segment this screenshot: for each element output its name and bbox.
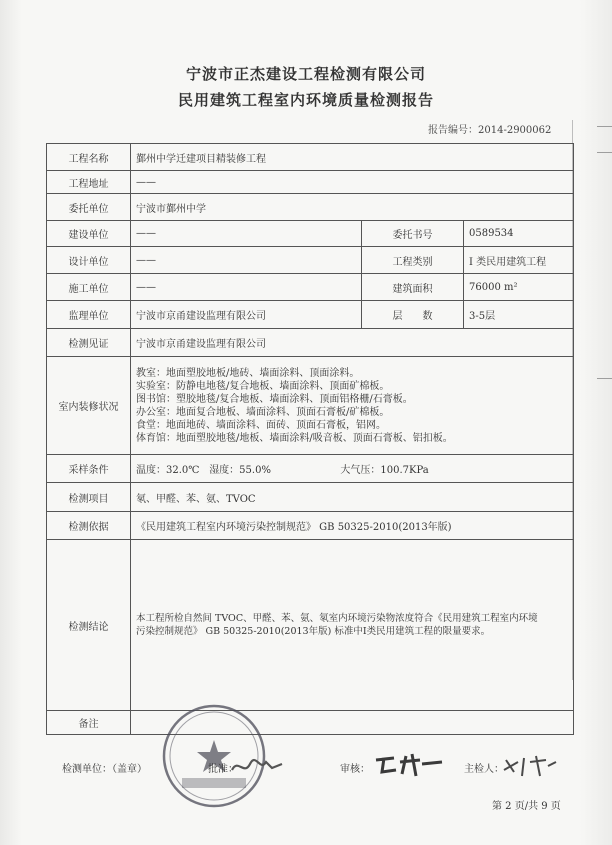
remarks-label: 备注 xyxy=(47,711,131,735)
reviewer-signature xyxy=(372,748,452,780)
table-row xyxy=(47,455,574,483)
table-row xyxy=(47,711,574,735)
designer-value: —— xyxy=(131,247,362,274)
builder-label: 建设单位 xyxy=(47,221,131,247)
approver-signature xyxy=(228,752,288,780)
decoration-value xyxy=(131,357,574,455)
commission-no-value: 0589534 xyxy=(464,221,574,247)
basis-label: 检测依据 xyxy=(47,512,131,540)
project-name-label: 工程名称 xyxy=(47,144,131,171)
edge-tick xyxy=(597,378,612,379)
items-label: 检测项目 xyxy=(47,483,131,512)
conclusion-label: 检测结论 xyxy=(47,540,131,711)
table-row xyxy=(47,483,574,512)
report-number: 报告编号：2014-2900062 xyxy=(428,125,552,136)
inspector-signature xyxy=(500,752,560,780)
table-row xyxy=(47,144,574,171)
witness-label: 检测见证 xyxy=(47,329,131,357)
table-row xyxy=(47,540,574,711)
decoration-label: 室内装修状况 xyxy=(47,357,131,455)
edge-tick xyxy=(597,126,612,127)
decoration-line: 图书馆：塑胶地毯/复合地板、墙面涂料、顶面铝格栅/石膏板。 xyxy=(136,393,413,405)
pressure: 大气压：100.7KPa xyxy=(340,465,429,476)
report-table xyxy=(46,143,574,735)
decoration-line: 食堂：地面地砖、墙面涂料、面砖、顶面石膏板，铝网。 xyxy=(136,419,386,431)
project-address-value: —— xyxy=(131,171,574,194)
inspector-label: 主检人： xyxy=(464,764,504,775)
floors-value: 3-5层 xyxy=(464,301,574,329)
project-address-label: 工程地址 xyxy=(47,171,131,194)
report-title: 民用建筑工程室内环境质量检测报告 xyxy=(177,91,434,109)
table-row xyxy=(47,301,574,329)
table-row xyxy=(47,247,574,274)
approve-label: 批准： xyxy=(208,764,238,775)
testing-unit-label: 检测单位：（盖章） xyxy=(62,764,147,775)
project-name-value: 鄞州中学迁建项目精装修工程 xyxy=(131,144,574,171)
floors-label: 层 数 xyxy=(362,301,464,329)
humidity: 湿度：55.0% xyxy=(209,465,271,476)
table-row xyxy=(47,357,574,455)
constructor-value: —— xyxy=(131,274,362,301)
items-value: 氡、甲醛、苯、氨、TVOC xyxy=(131,483,574,512)
witness-value: 宁波市京甬建设监理有限公司 xyxy=(131,329,574,357)
decoration-line: 实验室：防静电地毯/复合地板、墙面涂料、顶面矿棉板。 xyxy=(136,380,390,392)
client-label: 委托单位 xyxy=(47,194,131,221)
designer-label: 设计单位 xyxy=(47,247,131,274)
table-row xyxy=(47,329,574,357)
edge-tick xyxy=(597,152,612,153)
decoration-line: 办公室：地面复合地板、墙面涂料、顶面石膏板/矿棉板。 xyxy=(136,406,390,418)
review-label: 审核： xyxy=(340,764,370,775)
builder-value: —— xyxy=(131,221,362,247)
project-category-label: 工程类别 xyxy=(362,247,464,274)
supervisor-value: 宁波市京甬建设监理有限公司 xyxy=(131,301,362,329)
conclusion-value xyxy=(131,540,574,711)
client-value: 宁波市鄞州中学 xyxy=(131,194,574,221)
temperature: 温度：32.0℃ xyxy=(136,465,200,476)
page-number: 第 2 页/共 9 页 xyxy=(492,801,561,812)
basis-value: 《民用建筑工程室内环境污染控制规范》 GB 50325-2010(2013年版) xyxy=(131,512,574,540)
decoration-line: 体育馆：地面塑胶地毯/地板、墙面涂料/吸音板、顶面石膏板、铝扣板。 xyxy=(136,432,453,444)
building-area-value: 76000 m² xyxy=(464,274,574,301)
sampling-label: 采样条件 xyxy=(47,455,131,483)
building-area-label: 建筑面积 xyxy=(362,274,464,301)
table-row xyxy=(47,194,574,221)
decoration-line: 教室：地面塑胶地板/地砖、墙面涂料、顶面涂料。 xyxy=(136,367,360,379)
company-name: 宁波市正杰建设工程检测有限公司 xyxy=(185,65,426,83)
supervisor-label: 监理单位 xyxy=(47,301,131,329)
conclusion-line: 本工程所检自然间 TVOC、甲醛、苯、氨、氡室内环境污染物浓度符合《民用建筑工程室内环境 xyxy=(136,613,538,624)
conclusion-line: 污染控制规范》 GB 50325-2010(2013年版) 标准中Ⅰ类民用建筑工程的限量要求。 xyxy=(136,626,491,637)
project-category-value: Ⅰ 类民用建筑工程 xyxy=(464,247,574,274)
commission-no-label: 委托书号 xyxy=(362,221,464,247)
sampling-value xyxy=(131,455,574,483)
table-row xyxy=(47,512,574,540)
table-row xyxy=(47,221,574,247)
table-row xyxy=(47,171,574,194)
constructor-label: 施工单位 xyxy=(47,274,131,301)
table-row xyxy=(47,274,574,301)
